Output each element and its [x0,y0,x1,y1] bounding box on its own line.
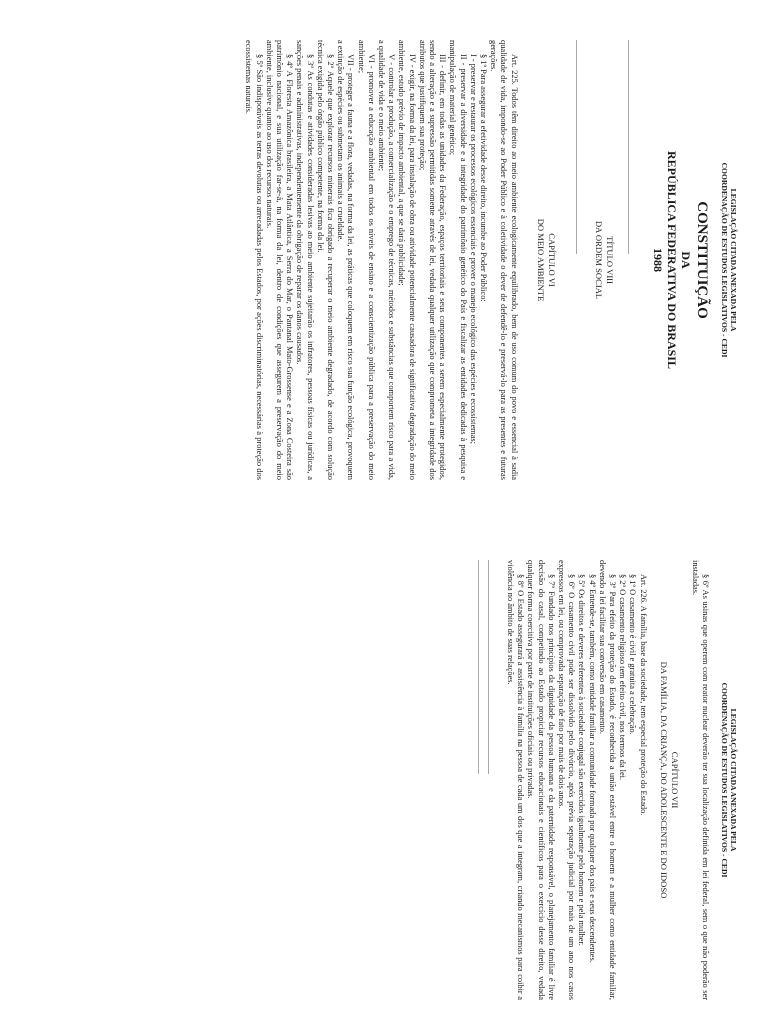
header-line: LEGISLAÇÃO CITADA ANEXADA PELA [729,708,738,852]
article-paragraph: § 1º O casamento é civil e gratuita a celebração. [628,574,638,735]
constitution-subtitle-republic: REPÚBLICA FEDERATIVA DO BRASIL [665,151,679,369]
article-paragraph: § 4º A Floresta Amazônica brasileira, a Mata Atlântica, a Serra do Mar, o Pantanal Mato-Grossense e a Zona Costeira são patrimônio nacional, e sua utilização far-se-á, na forma da lei, dentro de condições que assegurem a preservação do meio ambiente, inclusive quanto ao uso dos recursos naturais. [264,40,295,480]
article-paragraph: IV - exigir, na forma da lei, para instalação de obra ou atividade potencialmente causadora de significativa degradação do meio ambiente, estudo prévio de impacto ambiental, a que se dará publicidade; [397,40,417,480]
article-paragraph: § 7º Fundado nos princípios da dignidade da pessoa humana e da paternidade responsável, o planejamento familiar é livre decisão do casal, competindo ao Estado propiciar recursos educacionais e científicos para o exercício desse direito, vedada qualquer forma coercitiva por parte de instituições oficiais ou privadas. [526,560,556,1000]
header-line: COORDENAÇÃO DE ESTUDOS LEGISLATIVOS - CEDI [720,162,729,358]
left-header [720,40,738,480]
article-paragraph: III - definir, em todas as unidades da Federação, espaços territoriais e seus componentes a serem especialmente protegidos, sendo a alteração e a supressão permitidas somente através de lei, vedada qualquer utilização que comprometa a integridade dos atributos que justifiquem sua proteção; [417,40,448,480]
article-paragraph: § 5º Os direitos e deveres referentes à sociedade conjugal são exercidos igualmente pelo homem e pela mulher. [577,574,587,946]
header-line: COORDENAÇÃO DE ESTUDOS LEGISLATIVOS - CEDI [720,682,729,878]
article-paragraph: § 6º O casamento civil pode ser dissolvido pelo divórcio, após prévia separação judicial por mais de um ano nos casos expressos em lei, ou comprovada separação de fato por mais de dois anos. [556,560,577,1000]
article-paragraph: Art. 226. A família, base da sociedade, tem especial proteção do Estado. [638,574,648,816]
capitulo-name: DO MEIO AMBIENTE [535,218,546,302]
dots-divider: ........................................................................................................... [626,40,635,254]
article-paragraph: § 8º O Estado assegurará a assistência à família na pessoa de cada um dos que a integram, criando mecanismos para coibir a violência no âmbito de suas relações. [505,560,526,1000]
titulo-number: TÍTULO VIII [604,236,615,284]
titulo-name: DA ORDEM SOCIAL [593,220,604,300]
constitution-year: 1988 [651,248,665,272]
article-paragraph: § 2º Aquele que explorar recursos minerais fica obrigado a recuperar o meio ambiente degradado, de acordo com solução técnica exigida pelo órgão público competente, na forma da lei. [315,40,335,480]
intro-paragraph: § 6º As usinas que operem com reator nuclear deverão ter sua localização definida em lei federal, sem o que não poderão ser instaladas. [690,560,710,1000]
dots-divider: ........................................................................................................... [573,40,583,254]
article-paragraph: § 3º As condutas e atividades consideradas lesivas ao meio ambiente sujeitarão os infratores, pessoas físicas ou jurídicas, a sanções penais e administrativas, independentemente da obrigação de reparar os danos causados. [295,40,315,480]
right-page [474,560,738,1000]
header-line: LEGISLAÇÃO CITADA ANEXADA PELA [729,188,738,332]
dots-divider: ........................................................................................................... [475,560,485,774]
capitulo-number: CAPÍTULO VI [546,233,557,287]
capitulo-number: CAPÍTULO VII [669,751,680,809]
article-paragraph: § 2º O casamento religioso tem efeito civil, nos termos da lei. [618,574,628,781]
article-paragraph: II - preservar a diversidade e a integridade do patrimônio genético do País e fiscalizar as entidades dedicadas à pesquisa e manipulação de material genético; [448,40,468,480]
article-paragraph: V - controlar a produção, a comercialização e o emprego de técnicas, métodos e substâncias que comportem risco para a vida, a qualidade de vida e o meio ambiente; [376,40,397,480]
article-paragraph: § 5º São indisponíveis as terras devolutas ou arrecadadas pelos Estados, por ações discriminatórias, necessárias à proteção dos ecossistemas naturais. [244,40,264,480]
article-paragraph: VII - proteger a fauna e a flora, vedadas, na forma da lei, as práticas que coloquem em risco sua função ecológica, provoquem a extinção de espécies ou submetam os animais a crueldade. [336,40,356,480]
right-header [720,560,738,1000]
article-paragraph: § 3º Para efeito da proteção do Estado, é reconhecida a união estável entre o homem e a mulher como entidade familiar, devendo a lei facilitar sua conversão em casamento. [597,560,617,1000]
constitution-title: CONSTITUIÇÃO [694,201,710,319]
article-paragraph: Art. 225. Todos têm direito ao meio ambiente ecologicamente equilibrado, bem de uso comum do povo e essencial à sadia qualidade de vida, impondo-se ao Poder Público e à coletividade o dever de defendê-lo e preservá-lo para as presentes e futuras gerações. [489,40,519,480]
article-paragraph: I - preservar e restaurar os processos ecológicos essenciais e prover o manejo ecológico das espécies e ecossistemas; [468,54,478,444]
dots-divider: ........................................................................................................... [485,560,495,774]
article-paragraph: VI - promover a educação ambiental em todos os níveis de ensino e a conscientização pública para a preservação do meio ambiente; [356,40,376,480]
article-paragraph: § 1º Para assegurar a efetividade desse direito, incumbe ao Poder Público: [478,54,488,302]
capitulo-name: DA FAMÍLIA, DA CRIANÇA, DO ADOLESCENTE E DO IDOSO [658,661,669,899]
article-paragraph: § 4º Entende-se, também, como entidade familiar a comunidade formada por qualquer dos pais e seus descendentes. [587,574,597,963]
constitution-subtitle-da: DA [679,251,693,269]
left-page [243,40,738,480]
